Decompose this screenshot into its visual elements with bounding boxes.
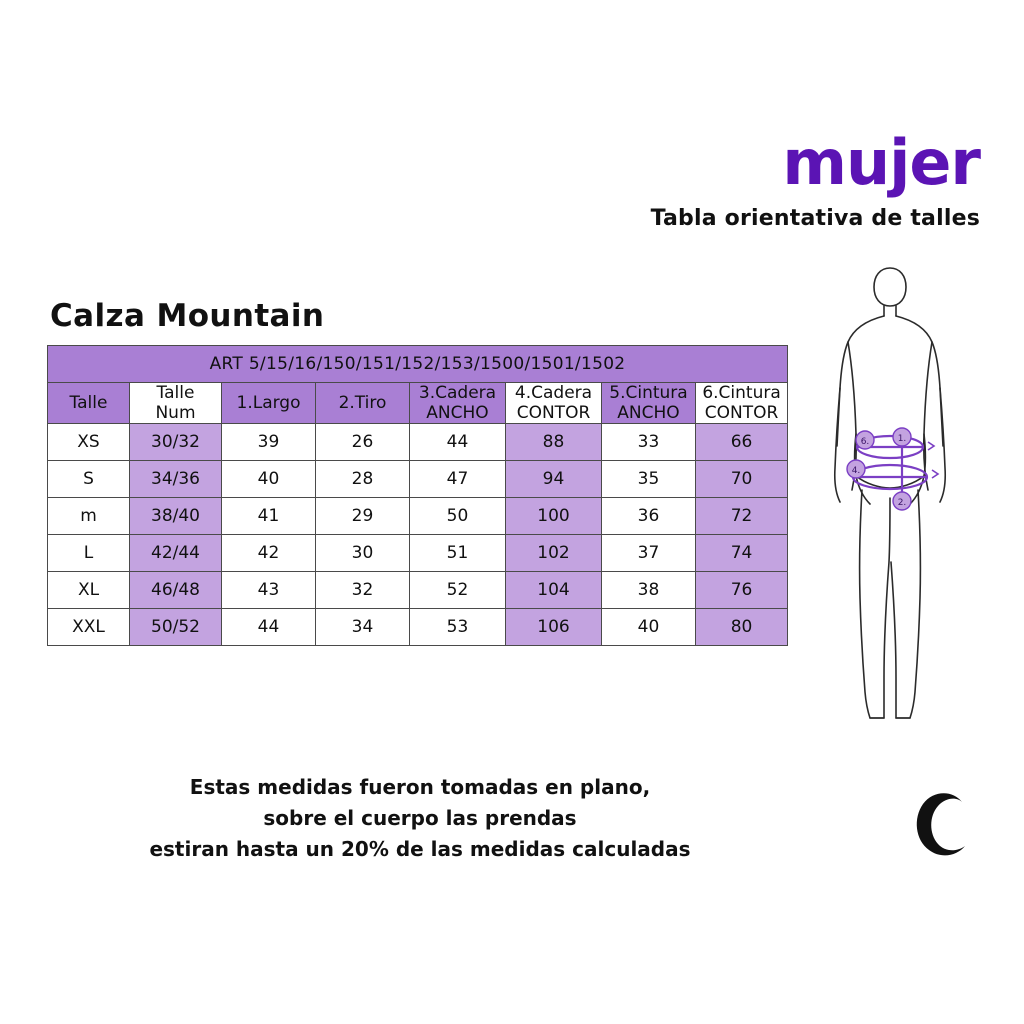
table-row [48,461,788,498]
brand-title: mujer [782,126,980,199]
cell-cadera-ancho: 50 [410,498,506,535]
cell-cadera-ancho: 51 [410,535,506,572]
cell-cadera-contor: 104 [506,572,602,609]
cell-tiro: 26 [316,424,410,461]
cell-cadera-contor: 102 [506,535,602,572]
header-tiro [316,383,410,424]
table-row [48,498,788,535]
header-cintura-ancho-line2: ANCHO [617,403,680,423]
cell-largo: 41 [222,498,316,535]
header-largo-line1: 1.Largo [236,393,301,413]
cell-talle: XXL [48,609,130,646]
brand-subtitle: Tabla orientativa de talles [650,206,980,231]
cell-tiro: 28 [316,461,410,498]
header-talle [48,383,130,424]
cell-talle: L [48,535,130,572]
cell-cintura-ancho: 40 [602,609,696,646]
cell-cintura-ancho: 33 [602,424,696,461]
note-line-2: sobre el cuerpo las prendas [263,806,577,830]
cell-largo: 43 [222,572,316,609]
cell-cintura-contor: 76 [696,572,788,609]
cell-cadera-contor: 94 [506,461,602,498]
cell-cintura-ancho: 37 [602,535,696,572]
cell-cintura-contor: 80 [696,609,788,646]
header-cintura-contor-line2: CONTOR [704,403,779,423]
size-table-container [47,345,787,646]
page-title: Calza Mountain [50,298,325,334]
table-art-row [48,346,788,383]
figure-marker-6: 6. [860,437,870,447]
figure-marker-1: 1. [897,434,907,444]
table-header-row [48,383,788,424]
header-cadera-ancho-line2: ANCHO [426,403,489,423]
header-tiro-line1: 2.Tiro [338,393,387,413]
cell-cadera-contor: 106 [506,609,602,646]
figure-marker-2: 2. [897,498,907,508]
cell-talle-num: 46/48 [130,572,222,609]
table-row [48,424,788,461]
cell-largo: 42 [222,535,316,572]
cell-talle: XS [48,424,130,461]
cell-tiro: 29 [316,498,410,535]
cell-cintura-ancho: 35 [602,461,696,498]
cell-talle: S [48,461,130,498]
cell-cadera-ancho: 44 [410,424,506,461]
cell-cadera-contor: 88 [506,424,602,461]
cell-talle: m [48,498,130,535]
note-line-1: Estas medidas fueron tomadas en plano, [189,775,651,799]
table-row [48,572,788,609]
size-table [47,345,788,646]
cell-cadera-ancho: 53 [410,609,506,646]
cell-talle-num: 42/44 [130,535,222,572]
brand-header [650,126,980,231]
cell-tiro: 32 [316,572,410,609]
cell-cintura-ancho: 36 [602,498,696,535]
table-row [48,535,788,572]
note-line-3: estiran hasta un 20% de las medidas calculadas [149,837,691,861]
cell-talle-num: 38/40 [130,498,222,535]
cell-tiro: 30 [316,535,410,572]
header-cadera-ancho [410,383,506,424]
cell-cintura-contor: 66 [696,424,788,461]
cell-talle-num: 34/36 [130,461,222,498]
table-row [48,609,788,646]
cell-cadera-ancho: 52 [410,572,506,609]
cell-cadera-ancho: 47 [410,461,506,498]
header-cintura-ancho [602,383,696,424]
size-table-body [48,424,788,646]
header-talle-num-line2: Num [155,403,196,423]
brand-logo-mark [905,782,975,862]
cell-talle-num: 50/52 [130,609,222,646]
cell-cintura-contor: 72 [696,498,788,535]
header-cintura-ancho-line1: 5.Cintura [609,383,688,403]
header-talle-num [130,383,222,424]
header-cintura-contor-line1: 6.Cintura [702,383,781,403]
cell-cadera-contor: 100 [506,498,602,535]
body-figure-diagram [810,262,970,732]
cell-cintura-ancho: 38 [602,572,696,609]
header-cadera-contor-line2: CONTOR [516,403,591,423]
header-cadera-ancho-line1: 3.Cadera [418,383,497,403]
header-cintura-contor [696,383,788,424]
header-largo [222,383,316,424]
cell-cintura-contor: 70 [696,461,788,498]
cell-talle-num: 30/32 [130,424,222,461]
cell-talle: XL [48,572,130,609]
cell-largo: 39 [222,424,316,461]
header-cadera-contor-line1: 4.Cadera [514,383,593,403]
art-codes: ART 5/15/16/150/151/152/153/1500/1501/1502 [48,346,788,383]
header-talle-num-line1: Talle [156,383,195,403]
header-cadera-contor [506,383,602,424]
measurement-note [0,772,840,865]
cell-largo: 44 [222,609,316,646]
cell-cintura-contor: 74 [696,535,788,572]
cell-tiro: 34 [316,609,410,646]
cell-largo: 40 [222,461,316,498]
figure-marker-4: 4. [851,466,861,476]
header-talle-line1: Talle [69,393,108,413]
